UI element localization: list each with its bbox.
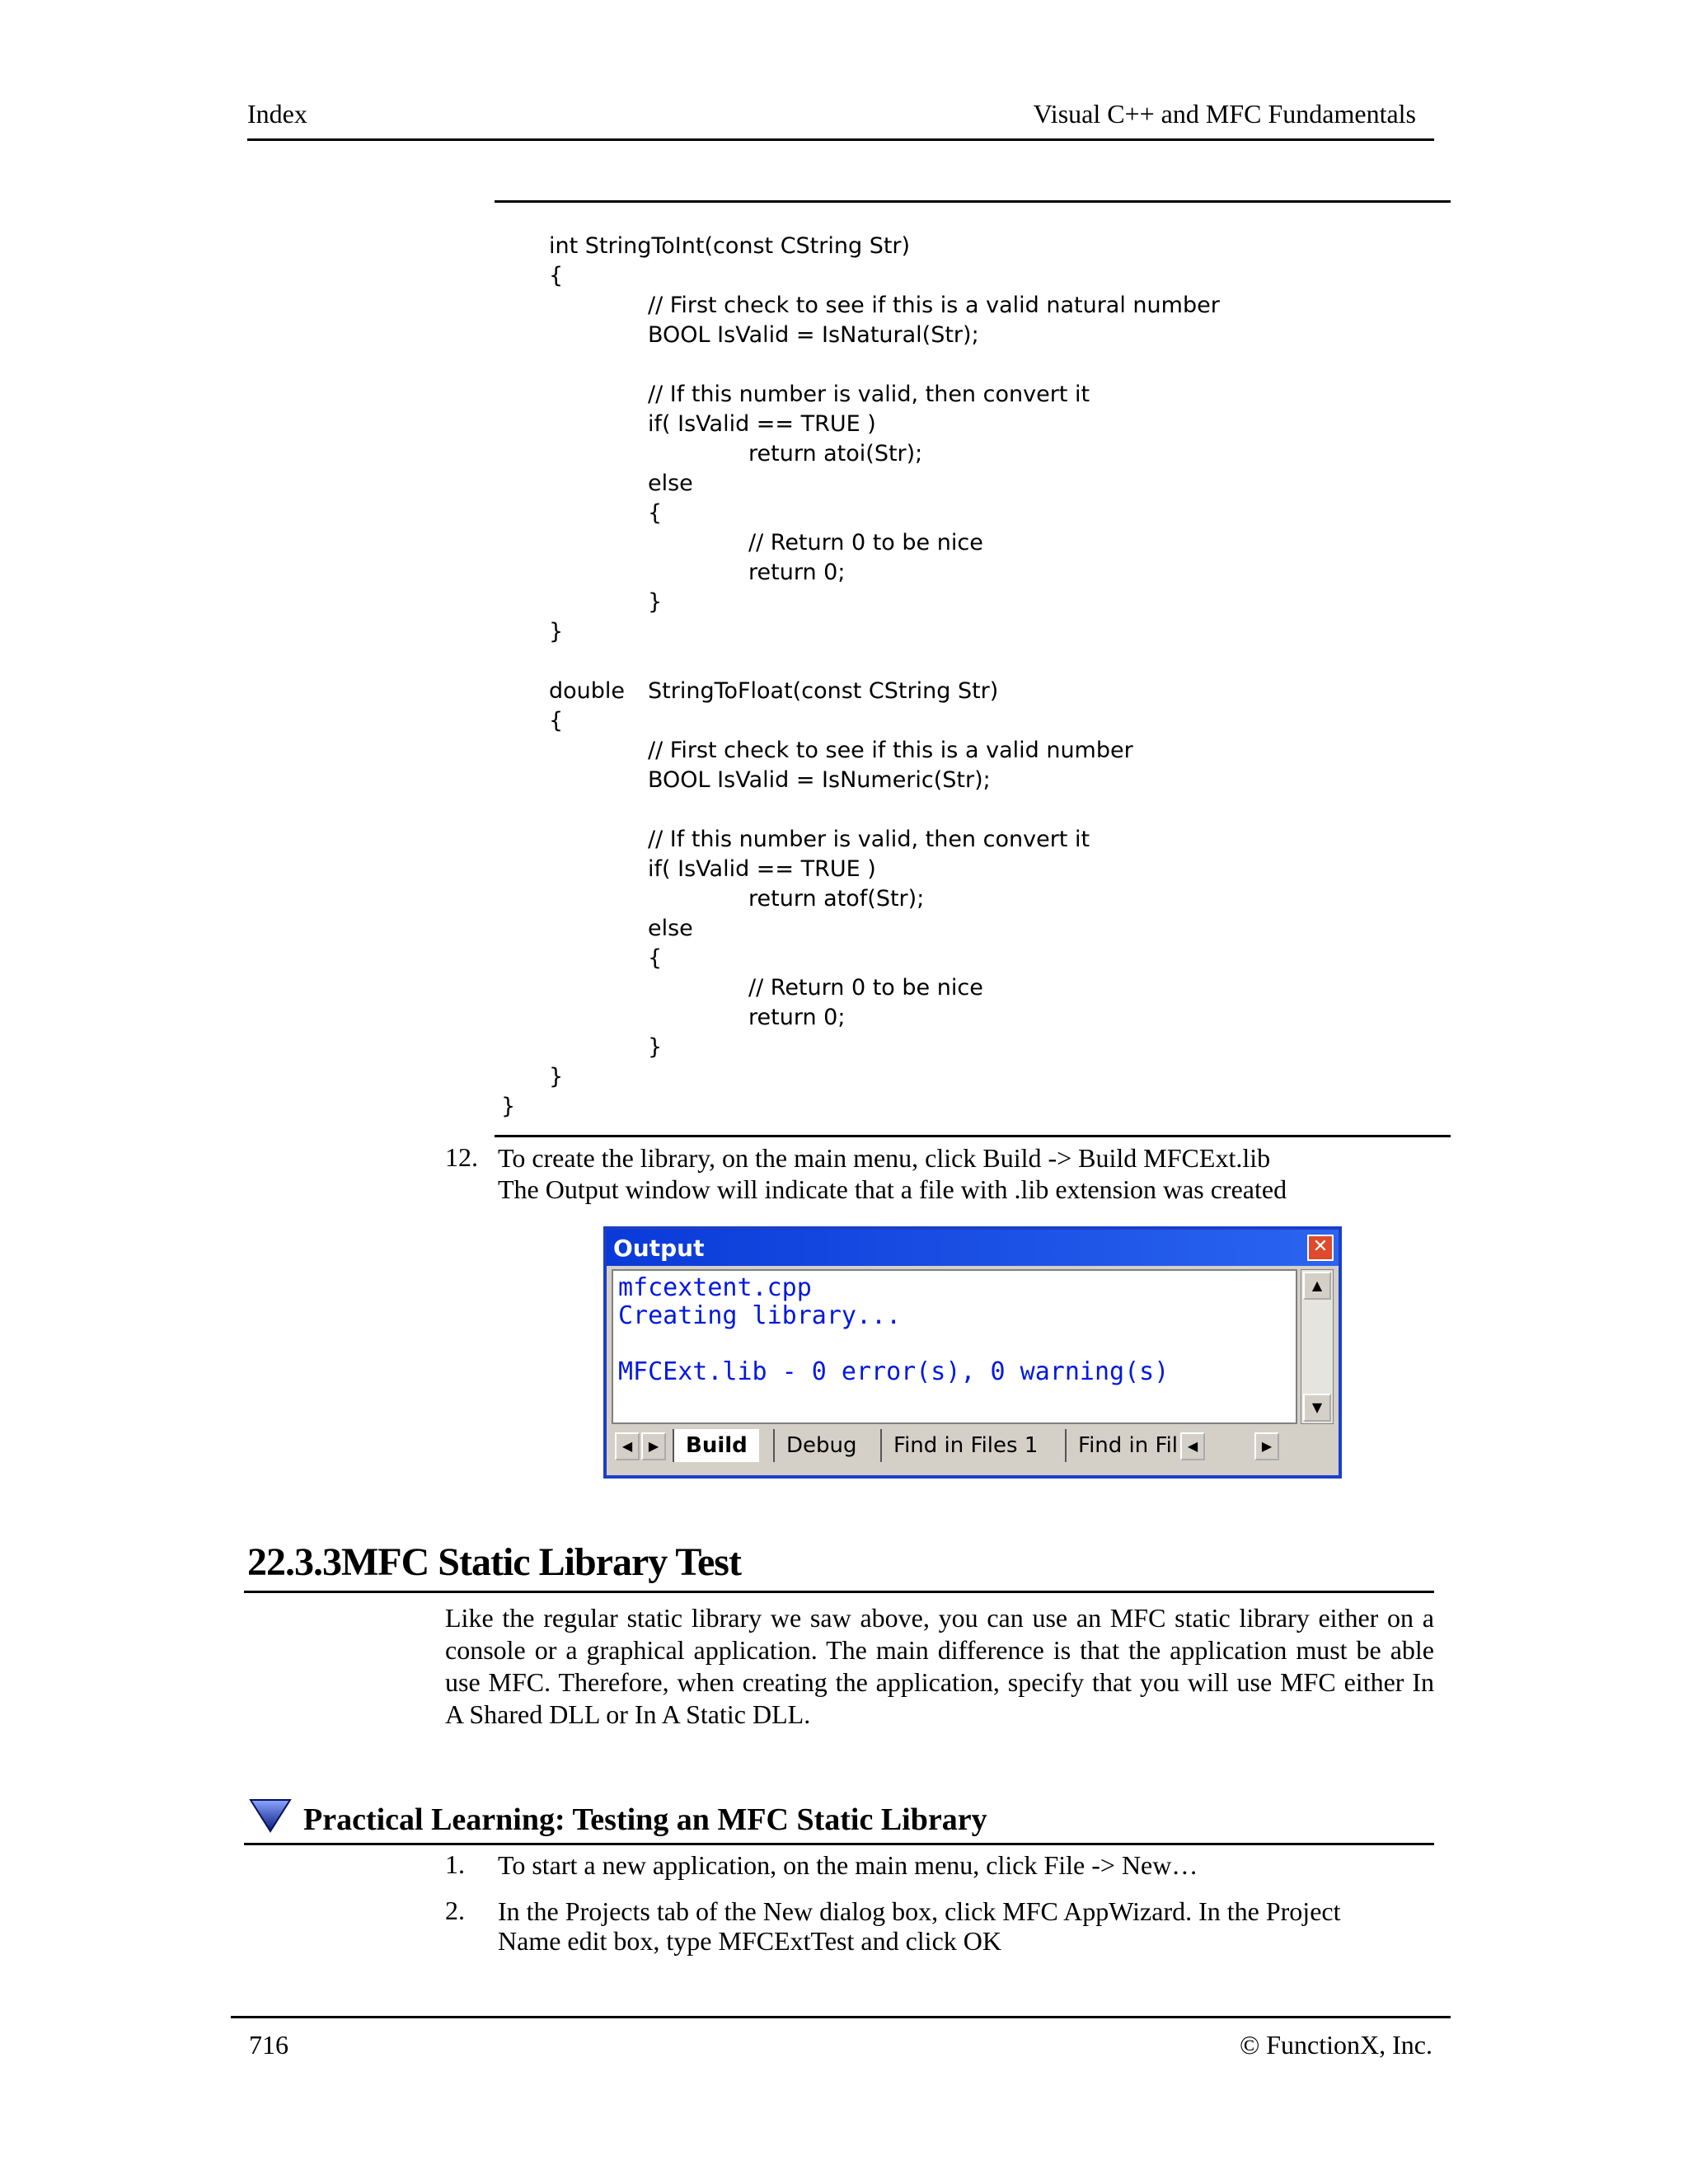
close-x-icon[interactable]: ✕	[1307, 1235, 1334, 1261]
output-text-area	[612, 1269, 1297, 1424]
tab-build[interactable]: Build	[673, 1429, 759, 1462]
vertical-scrollbar[interactable]	[1301, 1269, 1334, 1424]
code-line: else	[648, 471, 693, 496]
code-line: // Return 0 to be nice	[748, 530, 983, 555]
section-title: MFC Static Library Test	[341, 1540, 741, 1584]
tab-find-in-files-1[interactable]: Find in Files 1	[880, 1429, 1049, 1462]
code-line: if( IsValid == TRUE )	[648, 411, 876, 437]
code-line: // First check to see if this is a valid number	[648, 738, 1133, 763]
code-line: return atoi(Str);	[748, 441, 923, 466]
output-body	[607, 1266, 1339, 1475]
code-line: }	[648, 1034, 663, 1060]
code-line: BOOL IsValid = IsNatural(Str);	[648, 322, 979, 348]
code-line: }	[549, 619, 564, 644]
step-text: To create the library, on the main menu, click Build -> Build MFCExt.lib	[498, 1143, 1271, 1173]
code-top-rule	[495, 200, 1451, 203]
code-line: return atof(Str);	[748, 886, 925, 912]
step-number: 2.	[445, 1896, 465, 1925]
section-number: 22.3.3	[247, 1540, 341, 1584]
code-line: }	[648, 589, 663, 615]
tab-debug[interactable]: Debug	[773, 1429, 869, 1462]
step-text: In the Projects tab of the New dialog box, click MFC AppWizard. In the Project	[498, 1896, 1341, 1926]
output-title-bar	[607, 1230, 1339, 1266]
tab-find-in-files-2[interactable]: Find in Fil	[1065, 1429, 1189, 1462]
header-book-title: Visual C++ and MFC Fundamentals	[1033, 99, 1416, 129]
code-line: // If this number is valid, then convert it	[648, 827, 1090, 852]
output-tab-bar	[612, 1429, 1334, 1467]
output-window	[603, 1226, 1342, 1479]
code-bottom-rule	[495, 1135, 1451, 1137]
code-line: StringToFloat(const CString Str)	[648, 678, 999, 704]
tab-scroll-left-icon[interactable]: ◀	[615, 1432, 640, 1460]
step-text: Name edit box, type MFCExtTest and click OK	[498, 1926, 1001, 1956]
code-line: return 0;	[748, 1005, 846, 1030]
code-line: // Return 0 to be nice	[748, 975, 983, 1001]
step-number: 1.	[445, 1849, 465, 1879]
running-header	[247, 97, 1434, 141]
code-line: {	[648, 945, 663, 971]
scroll-down-icon[interactable]: ▼	[1303, 1394, 1331, 1422]
section-heading	[247, 1540, 741, 1585]
step-text: To start a new application, on the main menu, click File -> New…	[498, 1850, 1198, 1880]
code-line: return 0;	[748, 560, 846, 585]
tab-scroll-right-icon[interactable]: ▶	[1254, 1432, 1279, 1460]
step-number: 12.	[445, 1142, 478, 1172]
output-line: mfcextent.cpp	[618, 1273, 812, 1302]
output-line: MFCExt.lib - 0 error(s), 0 warning(s)	[618, 1357, 1170, 1386]
code-line: BOOL IsValid = IsNumeric(Str);	[648, 767, 991, 793]
code-line: if( IsValid == TRUE )	[648, 856, 876, 882]
code-line: {	[549, 708, 564, 733]
output-title: Output	[613, 1235, 705, 1262]
code-line: int StringToInt(const CString Str)	[549, 233, 911, 259]
code-line: {	[549, 263, 564, 288]
practical-learning-title: Practical Learning: Testing an MFC Static Library	[303, 1802, 987, 1837]
section-paragraph: Like the regular static library we saw above, you can use an MFC static library either on a console or a graphical application. The main difference is that the application must be able use MFC. Therefore, when creating the application, specify that you will use MFC either In A Shared DLL or In A Static DLL.	[445, 1603, 1434, 1729]
practical-rule	[244, 1843, 1434, 1845]
header-section-name: Index	[247, 99, 307, 129]
output-line: Creating library...	[618, 1301, 902, 1330]
step-text: The Output window will indicate that a file with .lib extension was created	[498, 1174, 1287, 1204]
section-rule	[244, 1591, 1434, 1593]
code-line: }	[501, 1094, 516, 1119]
code-line: {	[648, 500, 663, 526]
code-line: // If this number is valid, then convert it	[648, 382, 1090, 407]
output-line	[618, 1330, 1291, 1358]
code-line: }	[549, 1064, 564, 1090]
scroll-up-icon[interactable]: ▲	[1303, 1272, 1331, 1300]
tab-scroll-left-icon[interactable]: ◀	[1180, 1432, 1205, 1460]
code-line: double	[549, 678, 626, 704]
page-number: 716	[249, 2030, 288, 2060]
code-line: else	[648, 916, 693, 941]
code-line: // First check to see if this is a valid natural number	[648, 293, 1220, 318]
running-footer	[231, 2016, 1451, 2060]
copyright: © FunctionX, Inc.	[1239, 2030, 1432, 2060]
tab-scroll-right-icon[interactable]: ▶	[641, 1432, 666, 1460]
blue-triangle-icon	[247, 1793, 297, 1833]
